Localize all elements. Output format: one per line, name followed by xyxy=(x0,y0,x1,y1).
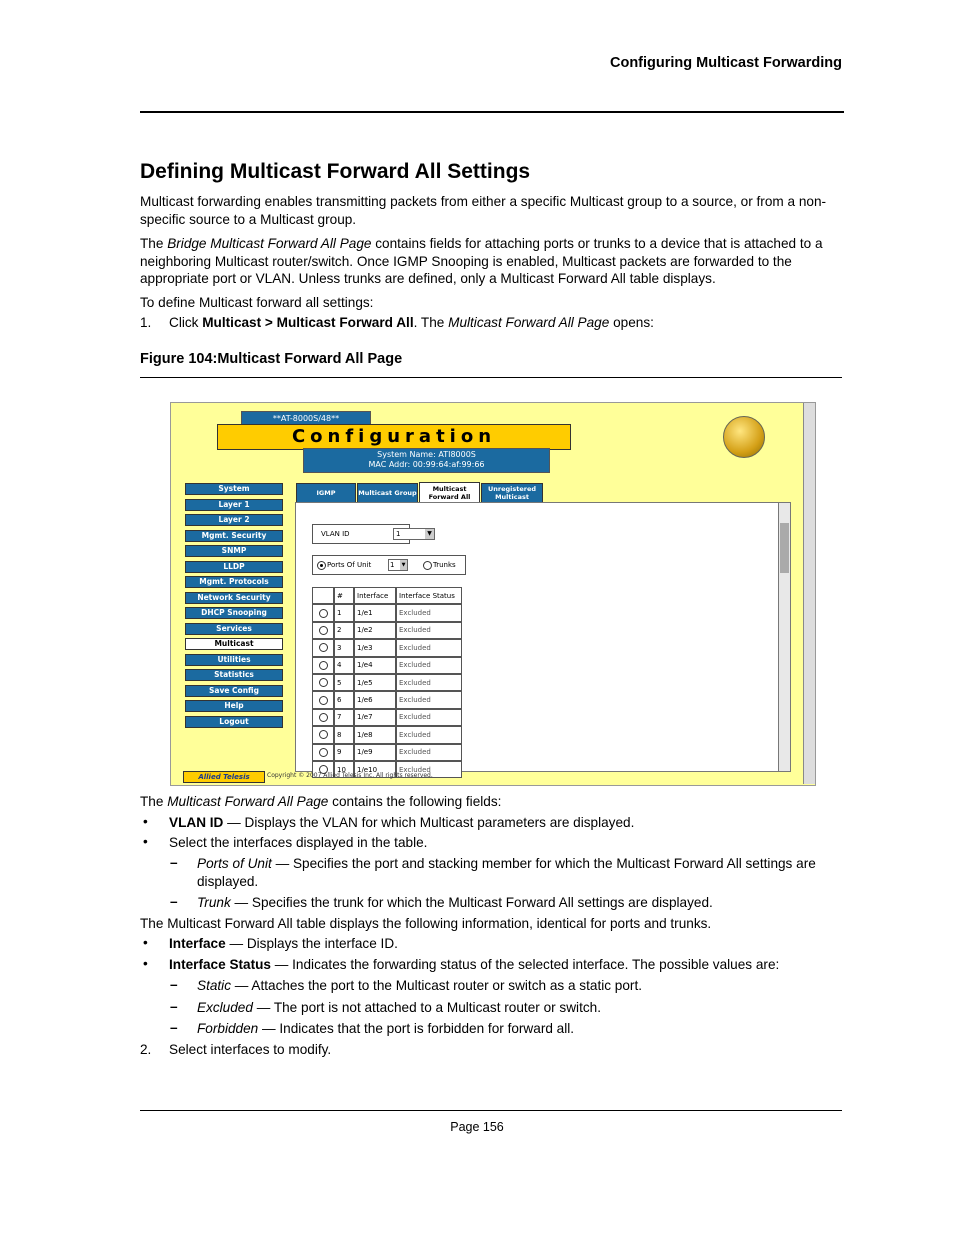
sidebar-item-statistics[interactable]: Statistics xyxy=(185,669,283,681)
sidebar-item-layer-1[interactable]: Layer 1 xyxy=(185,499,283,511)
dash-excluded: Excluded — The port is not attached to a Multicast router or switch. xyxy=(197,1000,601,1015)
row-interface: 1/e2 xyxy=(354,622,396,639)
screenshot-figure xyxy=(170,402,816,786)
copyright-text: Copyright © 2007 Allied Telesis Inc. All rights reserved. xyxy=(267,772,433,779)
figure-title: Figure 104:Multicast Forward All Page xyxy=(140,351,403,367)
table-header-cell: # xyxy=(334,587,354,604)
unit-select-value: 1 xyxy=(390,561,395,569)
vlan-select[interactable] xyxy=(393,528,435,540)
header-rule xyxy=(140,111,844,113)
sidebar-item-save-config[interactable]: Save Config xyxy=(185,685,283,697)
sidebar-item-multicast[interactable]: Multicast xyxy=(185,638,283,650)
globe-logo-icon xyxy=(723,416,765,458)
tab-unregistered-multicast[interactable]: Unregistered Multicast xyxy=(481,483,543,503)
content-panel xyxy=(295,502,780,772)
tab-multicast-forward-all[interactable]: Multicast Forward All xyxy=(419,482,480,504)
sidebar-item-layer-2[interactable]: Layer 2 xyxy=(185,514,283,526)
section-heading: Defining Multicast Forward All Settings xyxy=(140,160,531,183)
row-status: Excluded xyxy=(396,639,462,656)
scrollbar-thumb[interactable] xyxy=(780,523,789,573)
row-select-cell xyxy=(312,691,334,708)
step-2: 2. Select interfaces to modify. xyxy=(140,1042,332,1057)
row-radio[interactable] xyxy=(319,661,328,670)
vlan-label: VLAN ID xyxy=(321,530,350,538)
row-select-cell xyxy=(312,604,334,621)
row-status: Excluded xyxy=(396,604,462,621)
bullet-icon: • xyxy=(143,834,148,849)
row-status: Excluded xyxy=(396,744,462,761)
row-status: Excluded xyxy=(396,657,462,674)
row-radio[interactable] xyxy=(319,609,328,618)
ports-label: Ports Of Unit xyxy=(327,561,372,569)
bullet-icon: • xyxy=(143,935,148,950)
table-header-select xyxy=(312,587,334,604)
page-number: Page 156 xyxy=(450,1120,504,1134)
row-radio[interactable] xyxy=(319,696,328,705)
bullet-icon: • xyxy=(143,956,148,971)
intro-paragraph-2: The Bridge Multicast Forward All Page contains fields for attaching ports or trunks to a device that is attached to a neighboring Multicast router/switch. Once IGMP Snooping is enabled, Multicast packets are forwarded to the appropriate port or VLAN. Unless trunks are defined, only a Multicast Forward All table displays. xyxy=(140,236,823,286)
row-status: Excluded xyxy=(396,691,462,708)
running-header: Configuring Multicast Forwarding xyxy=(610,55,842,71)
row-interface: 1/e8 xyxy=(354,726,396,743)
row-number: 5 xyxy=(334,674,354,691)
dash-ports-of-unit: Ports of Unit — Specifies the port and stacking member for which the Multicast Forward All settings are displayed. xyxy=(197,856,816,889)
system-info-bar xyxy=(303,448,550,473)
row-radio[interactable] xyxy=(319,713,328,722)
bullet-interface-status: Interface Status — Indicates the forwarding status of the selected interface. The possible values are: xyxy=(169,957,780,972)
row-select-cell xyxy=(312,657,334,674)
row-status: Excluded xyxy=(396,761,462,778)
row-number: 4 xyxy=(334,657,354,674)
dash-icon: – xyxy=(170,894,178,909)
window-scrollbar[interactable] xyxy=(803,403,815,784)
row-select-cell xyxy=(312,622,334,639)
sidebar-item-help[interactable]: Help xyxy=(185,700,283,712)
row-number: 2 xyxy=(334,622,354,639)
interface-type-box xyxy=(312,555,466,575)
row-number: 3 xyxy=(334,639,354,656)
table-header-cell: Interface Status xyxy=(396,587,462,604)
sidebar-item-mgmt-protocols[interactable]: Mgmt. Protocols xyxy=(185,576,283,588)
dash-forbidden: Forbidden — Indicates that the port is forbidden for forward all. xyxy=(197,1021,575,1036)
dash-icon: – xyxy=(170,977,178,992)
bullet-icon: • xyxy=(143,814,148,829)
row-status: Excluded xyxy=(396,726,462,743)
host-tab[interactable]: **AT-8000S/48** xyxy=(241,411,371,427)
tab-igmp[interactable]: IGMP xyxy=(296,483,356,503)
sidebar-item-logout[interactable]: Logout xyxy=(185,716,283,728)
table-info: The Multicast Forward All table displays the following information, identical for ports and trunks. xyxy=(140,916,712,931)
sidebar-item-utilities[interactable]: Utilities xyxy=(185,654,283,666)
row-interface: 1/e3 xyxy=(354,639,396,656)
sidebar-item-mgmt-security[interactable]: Mgmt. Security xyxy=(185,530,283,542)
dash-trunk: Trunk — Specifies the trunk for which the Multicast Forward All settings are displayed. xyxy=(197,895,713,910)
row-radio[interactable] xyxy=(319,626,328,635)
sidebar-item-snmp[interactable]: SNMP xyxy=(185,545,283,557)
row-interface: 1/e6 xyxy=(354,691,396,708)
figure-rule xyxy=(140,377,842,378)
fields-intro: The Multicast Forward All Page contains the following fields: xyxy=(140,794,502,809)
dash-icon: – xyxy=(170,1020,178,1035)
row-interface: 1/e1 xyxy=(354,604,396,621)
trunks-radio[interactable] xyxy=(423,561,432,570)
row-number: 1 xyxy=(334,604,354,621)
row-status: Excluded xyxy=(396,622,462,639)
row-select-cell xyxy=(312,674,334,691)
step-1: 1. Click Multicast > Multicast Forward All. The Multicast Forward All Page opens: xyxy=(140,315,654,330)
chevron-down-icon: ▼ xyxy=(401,562,406,568)
row-interface: 1/e10 xyxy=(354,761,396,778)
intro-paragraph-1: Multicast forwarding enables transmitting packets from either a specific Multicast group to a source, or from a non-specific source to a Multicast group. xyxy=(140,194,827,227)
sidebar-item-lldp[interactable]: LLDP xyxy=(185,561,283,573)
dash-icon: – xyxy=(170,855,178,870)
row-status: Excluded xyxy=(396,709,462,726)
vlan-box xyxy=(312,524,432,544)
unit-select[interactable] xyxy=(388,559,408,571)
tab-multicast-group[interactable]: Multicast Group xyxy=(357,483,418,503)
row-interface: 1/e9 xyxy=(354,744,396,761)
configuration-banner: Configuration xyxy=(217,424,571,450)
row-radio[interactable] xyxy=(319,678,328,687)
system-name: System Name: ATI8000S xyxy=(377,450,476,459)
row-select-cell xyxy=(312,639,334,656)
bullet-interface: Interface — Displays the interface ID. xyxy=(169,936,398,951)
sidebar-item-network-security[interactable]: Network Security xyxy=(185,592,283,604)
row-number: 6 xyxy=(334,691,354,708)
row-select-cell xyxy=(312,726,334,743)
intro-paragraph-3: To define Multicast forward all settings: xyxy=(140,295,374,310)
dash-static: Static — Attaches the port to the Multicast router or switch as a static port. xyxy=(197,978,643,993)
row-select-cell xyxy=(312,709,334,726)
sidebar-item-system[interactable]: System xyxy=(185,483,283,495)
ports-radio[interactable] xyxy=(317,561,326,570)
row-number: 7 xyxy=(334,709,354,726)
vlan-select-value: 1 xyxy=(396,530,401,538)
row-radio[interactable] xyxy=(319,730,328,739)
footer-rule xyxy=(140,1110,842,1111)
row-select-cell xyxy=(312,744,334,761)
mac-address: MAC Addr: 00:99:64:af:99:66 xyxy=(368,460,485,469)
chevron-down-icon: ▼ xyxy=(425,529,434,539)
row-radio[interactable] xyxy=(319,748,328,757)
trunks-label: Trunks xyxy=(433,561,456,569)
row-number: 8 xyxy=(334,726,354,743)
bullet-select-interfaces: Select the interfaces displayed in the table. xyxy=(169,835,428,850)
sidebar-item-services[interactable]: Services xyxy=(185,623,283,635)
sidebar-item-dhcp-snooping[interactable]: DHCP Snooping xyxy=(185,607,283,619)
row-number: 9 xyxy=(334,744,354,761)
content-scrollbar[interactable] xyxy=(778,502,791,772)
bullet-vlan-id: VLAN ID — Displays the VLAN for which Multicast parameters are displayed. xyxy=(169,815,635,830)
row-number: 10 xyxy=(334,761,354,778)
row-interface: 1/e5 xyxy=(354,674,396,691)
row-interface: 1/e4 xyxy=(354,657,396,674)
row-status: Excluded xyxy=(396,674,462,691)
row-radio[interactable] xyxy=(319,643,328,652)
dash-icon: – xyxy=(170,999,178,1014)
allied-telesis-logo: Allied Telesis xyxy=(183,771,265,783)
row-interface: 1/e7 xyxy=(354,709,396,726)
table-header-cell: Interface xyxy=(354,587,396,604)
